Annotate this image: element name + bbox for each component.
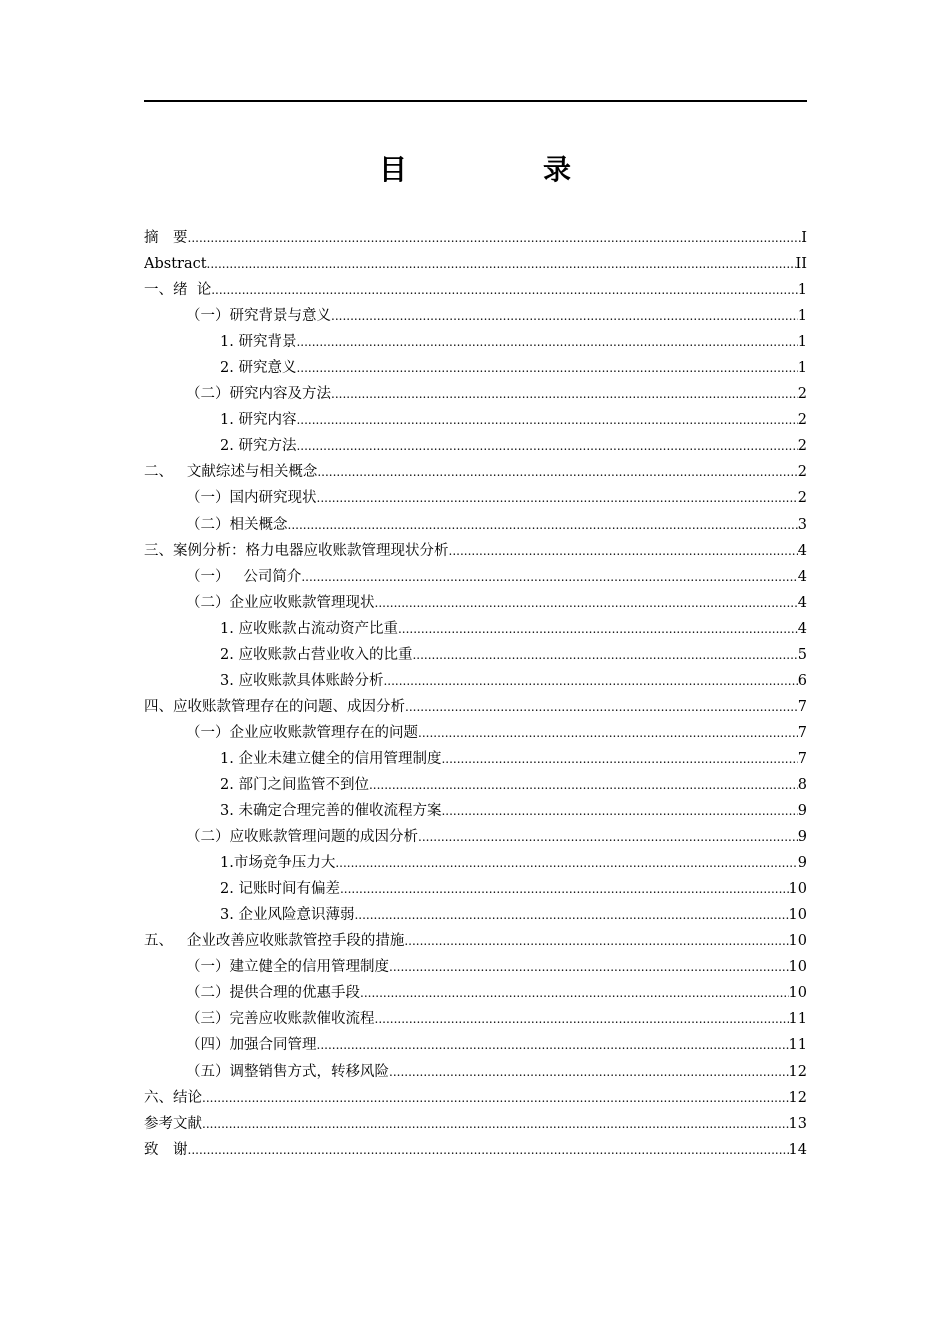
toc-entry-label: 五、 企业改善应收账款管控手段的措施 bbox=[144, 933, 405, 950]
toc-entry[interactable] bbox=[144, 381, 807, 407]
toc-entry-page-number: 1 bbox=[797, 308, 807, 325]
toc-entry-page-number: 14 bbox=[788, 1141, 807, 1158]
toc-entry-label: （二）应收账款管理问题的成因分析 bbox=[186, 829, 418, 846]
toc-entry[interactable] bbox=[144, 928, 807, 954]
toc-entry-label: 六、结论 bbox=[144, 1089, 202, 1106]
toc-entry-label: 2. 部门之间监管不到位 bbox=[220, 776, 369, 793]
toc-entry-label: （三）完善应收账款催收流程 bbox=[186, 1011, 375, 1028]
toc-entry[interactable] bbox=[144, 668, 807, 694]
toc-entry-label: 一、绪 论 bbox=[144, 282, 212, 299]
toc-entry-page-number: 10 bbox=[788, 907, 807, 924]
toc-dot-leader bbox=[296, 329, 797, 355]
toc-dot-leader bbox=[340, 876, 789, 902]
toc-entry[interactable] bbox=[144, 1032, 807, 1058]
toc-entry-page-number: 2 bbox=[797, 438, 807, 455]
toc-entry-label: 1. 企业未建立健全的信用管理制度 bbox=[220, 750, 442, 767]
toc-entry[interactable] bbox=[144, 902, 807, 928]
toc-dot-leader bbox=[317, 459, 797, 485]
toc-dot-leader bbox=[389, 1059, 789, 1085]
toc-dot-leader bbox=[389, 954, 789, 980]
toc-dot-leader bbox=[202, 1085, 789, 1111]
toc-entry[interactable] bbox=[144, 355, 807, 381]
toc-entry[interactable] bbox=[144, 251, 807, 277]
toc-entry-page-number: 1 bbox=[797, 360, 807, 377]
table-of-contents bbox=[144, 225, 807, 1163]
toc-entry[interactable] bbox=[144, 564, 807, 590]
toc-entry-label: （四）加强合同管理 bbox=[186, 1037, 317, 1054]
toc-entry[interactable] bbox=[144, 329, 807, 355]
toc-entry[interactable] bbox=[144, 225, 807, 251]
toc-entry-page-number: 7 bbox=[797, 750, 807, 767]
toc-entry[interactable] bbox=[144, 980, 807, 1006]
toc-dot-leader bbox=[335, 850, 797, 876]
toc-entry-page-number: II bbox=[795, 256, 807, 273]
toc-entry-page-number: 9 bbox=[797, 855, 807, 872]
toc-entry[interactable] bbox=[144, 1085, 807, 1111]
toc-entry-page-number: 4 bbox=[797, 594, 807, 611]
toc-entry-page-number: 2 bbox=[797, 412, 807, 429]
toc-dot-leader bbox=[441, 798, 797, 824]
toc-entry-page-number: 1 bbox=[797, 334, 807, 351]
toc-entry[interactable] bbox=[144, 616, 807, 642]
toc-dot-leader bbox=[202, 1111, 789, 1137]
toc-entry-page-number: 2 bbox=[797, 386, 807, 403]
toc-dot-leader bbox=[288, 512, 798, 538]
toc-entry[interactable] bbox=[144, 850, 807, 876]
toc-entry[interactable] bbox=[144, 772, 807, 798]
toc-entry-label: 摘 要 bbox=[144, 230, 188, 246]
toc-entry-page-number: 10 bbox=[788, 985, 807, 1002]
toc-entry-page-number: 10 bbox=[788, 881, 807, 898]
toc-entry-page-number: 4 bbox=[797, 568, 807, 585]
toc-dot-leader bbox=[211, 277, 798, 303]
toc-entry-label: （二）相关概念 bbox=[186, 516, 288, 533]
toc-dot-leader bbox=[375, 590, 798, 616]
toc-entry[interactable] bbox=[144, 538, 807, 564]
toc-dot-leader bbox=[383, 668, 797, 694]
toc-entry[interactable] bbox=[144, 876, 807, 902]
toc-entry-label: 1. 应收账款占流动资产比重 bbox=[220, 620, 398, 637]
toc-dot-leader bbox=[317, 1032, 789, 1058]
toc-entry-label: （二）企业应收账款管理现状 bbox=[186, 594, 375, 611]
toc-dot-leader bbox=[418, 720, 798, 746]
toc-dot-leader bbox=[360, 980, 789, 1006]
toc-entry[interactable] bbox=[144, 485, 807, 511]
toc-entry[interactable] bbox=[144, 1137, 807, 1163]
toc-entry[interactable] bbox=[144, 954, 807, 980]
toc-entry-label: （一）国内研究现状 bbox=[186, 490, 317, 507]
toc-entry-label: 四、应收账款管理存在的问题、成因分析 bbox=[144, 698, 405, 715]
toc-entry-page-number: 4 bbox=[797, 620, 807, 637]
toc-entry[interactable] bbox=[144, 694, 807, 720]
toc-dot-leader bbox=[317, 485, 798, 511]
toc-entry-label: 致 谢 bbox=[144, 1141, 188, 1158]
toc-entry-page-number: 11 bbox=[788, 1011, 807, 1028]
toc-entry-label: （五）调整销售方式，转移风险 bbox=[186, 1063, 389, 1080]
toc-entry[interactable] bbox=[144, 798, 807, 824]
toc-entry-label: 参考文献 bbox=[144, 1115, 202, 1132]
toc-entry-label: Abstract bbox=[144, 256, 207, 273]
toc-entry-label: 1.市场竞争压力大 bbox=[220, 855, 336, 872]
toc-entry[interactable] bbox=[144, 433, 807, 459]
toc-entry[interactable] bbox=[144, 303, 807, 329]
toc-dot-leader bbox=[441, 746, 797, 772]
toc-entry-page-number: 12 bbox=[788, 1089, 807, 1106]
toc-entry-page-number: 9 bbox=[797, 803, 807, 820]
header-rule bbox=[144, 100, 807, 102]
toc-entry-label: 2. 记账时间有偏差 bbox=[220, 881, 340, 898]
toc-entry-page-number: 2 bbox=[797, 464, 807, 481]
toc-dot-leader bbox=[354, 902, 788, 928]
toc-entry[interactable] bbox=[144, 720, 807, 746]
toc-entry-page-number: 8 bbox=[797, 776, 807, 793]
toc-entry-page-number: 7 bbox=[797, 698, 807, 715]
toc-entry-page-number: 11 bbox=[788, 1037, 807, 1054]
toc-entry[interactable] bbox=[144, 1111, 807, 1137]
toc-dot-leader bbox=[404, 928, 788, 954]
toc-entry-label: （一） 公司简介 bbox=[186, 568, 302, 585]
toc-entry-label: 三、案例分析：格力电器应收账款管理现状分析 bbox=[144, 542, 449, 559]
toc-entry-label: （一）研究背景与意义 bbox=[186, 308, 331, 325]
toc-dot-leader bbox=[375, 1006, 789, 1032]
toc-entry[interactable] bbox=[144, 459, 807, 485]
toc-entry[interactable] bbox=[144, 1006, 807, 1032]
toc-title: 目 录 bbox=[378, 153, 625, 186]
toc-entry-page-number: 6 bbox=[797, 672, 807, 689]
toc-dot-leader bbox=[296, 355, 797, 381]
toc-entry-page-number: 10 bbox=[788, 959, 807, 976]
toc-entry-page-number: 3 bbox=[797, 516, 807, 533]
toc-entry-label: 3. 未确定合理完善的催收流程方案 bbox=[220, 803, 442, 820]
toc-entry-page-number: 1 bbox=[797, 282, 807, 299]
toc-entry-label: （一）企业应收账款管理存在的问题 bbox=[186, 724, 418, 741]
toc-dot-leader bbox=[418, 824, 798, 850]
toc-entry-label: 2. 应收账款占营业收入的比重 bbox=[220, 646, 413, 663]
toc-entry-label: 1. 研究内容 bbox=[220, 412, 297, 429]
toc-entry-page-number: 2 bbox=[797, 490, 807, 507]
toc-entry-label: 1. 研究背景 bbox=[220, 334, 297, 351]
toc-entry-label: 3. 企业风险意识薄弱 bbox=[220, 907, 355, 924]
toc-dot-leader bbox=[207, 251, 796, 277]
toc-entry-page-number: 4 bbox=[797, 542, 807, 559]
toc-entry-page-number: 12 bbox=[788, 1063, 807, 1080]
toc-dot-leader bbox=[296, 407, 797, 433]
toc-entry-label: 3. 应收账款具体账龄分析 bbox=[220, 672, 384, 689]
toc-entry[interactable] bbox=[144, 512, 807, 538]
toc-entry-label: 2. 研究方法 bbox=[220, 438, 297, 455]
toc-dot-leader bbox=[331, 303, 798, 329]
toc-entry[interactable] bbox=[144, 1059, 807, 1085]
toc-dot-leader bbox=[331, 381, 798, 407]
toc-entry-page-number: 9 bbox=[797, 829, 807, 846]
toc-entry-label: （二）提供合理的优惠手段 bbox=[186, 985, 360, 1002]
toc-entry[interactable] bbox=[144, 642, 807, 668]
toc-dot-leader bbox=[369, 772, 798, 798]
toc-entry-page-number: 13 bbox=[788, 1115, 807, 1132]
toc-dot-leader bbox=[405, 694, 798, 720]
toc-dot-leader bbox=[188, 1137, 789, 1163]
toc-entry-label: （一）建立健全的信用管理制度 bbox=[186, 959, 389, 976]
toc-entry[interactable] bbox=[144, 824, 807, 850]
toc-entry-label: （二）研究内容及方法 bbox=[186, 386, 331, 403]
toc-dot-leader bbox=[398, 616, 798, 642]
toc-entry-page-number: 7 bbox=[797, 724, 807, 741]
toc-entry[interactable] bbox=[144, 590, 807, 616]
toc-dot-leader bbox=[188, 225, 802, 251]
toc-dot-leader bbox=[301, 564, 797, 590]
toc-entry-label: 二、 文献综述与相关概念 bbox=[144, 464, 318, 481]
toc-entry[interactable] bbox=[144, 277, 807, 303]
toc-entry-label: 2. 研究意义 bbox=[220, 360, 297, 377]
toc-entry-page-number: 10 bbox=[788, 933, 807, 950]
toc-entry-page-number: I bbox=[801, 230, 807, 246]
toc-entry[interactable] bbox=[144, 746, 807, 772]
toc-entry[interactable] bbox=[144, 407, 807, 433]
toc-entry-page-number: 5 bbox=[797, 646, 807, 663]
toc-dot-leader bbox=[296, 433, 797, 459]
toc-dot-leader bbox=[412, 642, 797, 668]
toc-dot-leader bbox=[449, 538, 798, 564]
